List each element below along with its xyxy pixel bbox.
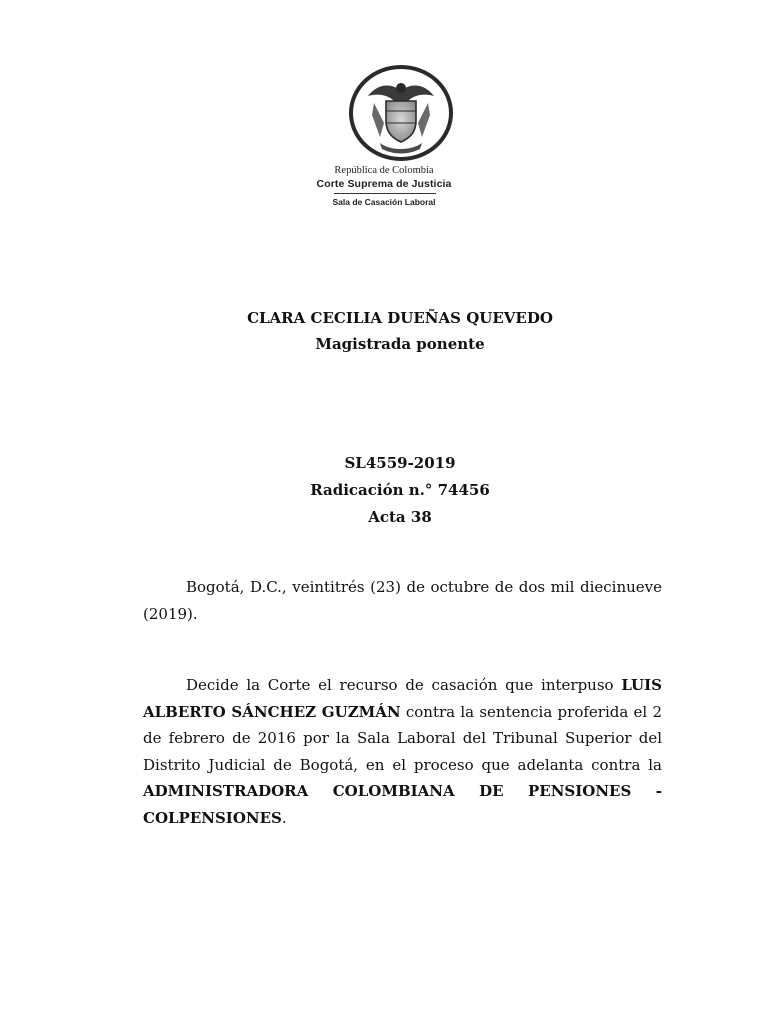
letterhead-chamber: Sala de Casación Laboral [332,197,436,207]
respondent-name: ADMINISTRADORA COLOMBIANA DE PENSIONES - COLPENSIONES [143,782,662,827]
decision-middle: contra la sentencia proferida el 2 de febrero de 2016 por la Sala Laboral del Tribunal Superior del Distrito Judicial de Bogotá, en el proceso que adelanta contra la [143,702,663,774]
case-radication: Radicación n.° 74456 [310,481,490,499]
case-acta: Acta 38 [368,508,432,526]
letterhead-country: República de Colombia [334,165,434,176]
decision-intro: Decide la Corte el recurso de casación que interpuso [186,676,614,694]
decision-end: . [281,808,287,827]
letterhead-court: Corte Suprema de Justicia [316,178,452,190]
case-number: SL4559-2019 [344,454,456,472]
decision-paragraph [143,672,662,831]
appellant-name: LUIS ALBERTO SÁNCHEZ GUZMÁN [143,676,662,721]
magistrate-role: Magistrada ponente [315,335,485,353]
date-text: Bogotá, D.C., veintitrés (23) de octubre de dos mil diecinueve (2019). [143,578,662,623]
magistrate-name: CLARA CECILIA DUEÑAS QUEVEDO [247,309,553,327]
coat-of-arms-seal-icon [346,63,456,173]
letterhead-divider [334,193,436,194]
date-paragraph [143,574,662,627]
